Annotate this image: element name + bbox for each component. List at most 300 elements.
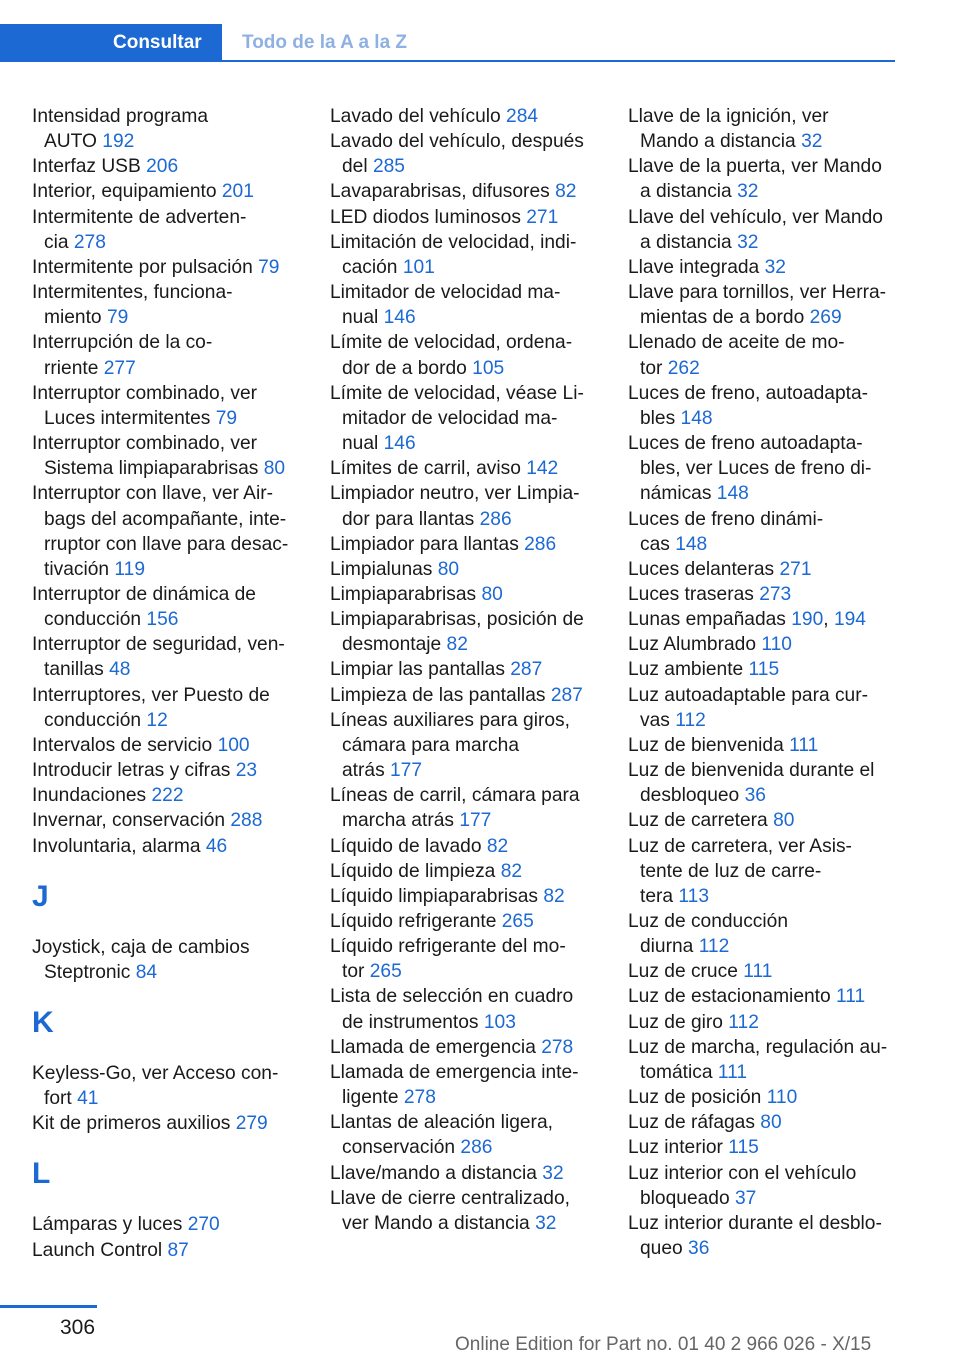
entry-text: Sistema limpiaparabrisas — [44, 458, 259, 480]
entry-text: Luz interior con el vehículo — [628, 1162, 857, 1184]
index-entry — [330, 1110, 610, 1160]
index-entry — [330, 230, 610, 280]
tab-consultar[interactable]: Consultar — [0, 24, 222, 62]
entry-text: Lunas empañadas — [628, 609, 786, 631]
entry-text: Llantas de aleación ligera, — [330, 1112, 553, 1134]
page-link[interactable]: 194 — [833, 609, 866, 631]
index-entry — [628, 1035, 908, 1085]
page-link[interactable]: 148 — [716, 483, 749, 505]
edition-note: Online Edition for Part no. 01 40 2 966 026 - X/15 — [455, 1334, 872, 1355]
entry-text: vas — [640, 709, 670, 731]
index-entry — [628, 381, 908, 431]
entry-text: Luz de ráfagas — [628, 1112, 755, 1134]
index-entry — [330, 834, 610, 859]
page-link[interactable]: 111 — [743, 961, 773, 983]
page-link[interactable]: 105 — [472, 357, 505, 379]
index-entry — [32, 330, 312, 380]
entry-text: tor — [342, 961, 365, 983]
page-link[interactable]: 287 — [510, 659, 543, 681]
index-entry — [628, 758, 908, 808]
index-entry — [628, 959, 908, 984]
page-link[interactable]: 284 — [506, 106, 539, 127]
page-number: 306 — [60, 1316, 96, 1339]
page-link[interactable]: 32 — [801, 131, 823, 153]
index-entry — [32, 935, 312, 985]
page-link[interactable]: 111 — [717, 1061, 748, 1083]
index-entry — [330, 330, 610, 380]
entry-text: Luz de bienvenida durante el — [628, 760, 875, 782]
page-link[interactable]: 84 — [135, 961, 158, 983]
entry-text: cia — [44, 231, 69, 253]
entry-text: Interruptor de seguridad, ven- — [32, 634, 285, 656]
page-link[interactable]: 177 — [390, 760, 423, 782]
entry-text: Luces intermitentes — [44, 407, 211, 429]
entry-text: Líneas auxiliares para giros, — [330, 709, 570, 731]
index-entry — [330, 104, 610, 129]
page-link[interactable]: 273 — [759, 583, 792, 605]
index-entry — [330, 657, 610, 682]
entry-text: cámara para marcha — [342, 734, 520, 756]
entry-text: Llave integrada — [628, 256, 760, 278]
page-link[interactable]: 192 — [102, 131, 135, 153]
page-link[interactable]: 115 — [748, 659, 780, 681]
index-entry — [32, 179, 312, 204]
page-link[interactable]: 32 — [764, 256, 786, 278]
entry-text: Luz Alumbrado — [628, 634, 756, 656]
entry-text: Llenado de aceite de mo- — [628, 332, 845, 354]
entry-text: Llamada de emergencia inte- — [330, 1061, 579, 1083]
entry-text: Invernar, conservación — [32, 810, 226, 832]
page-link[interactable]: 146 — [383, 433, 416, 455]
index-entry — [32, 431, 312, 481]
index-entry — [330, 532, 610, 557]
page-link[interactable]: 79 — [215, 407, 238, 429]
entry-text: atrás — [342, 760, 385, 782]
index-entry — [330, 280, 610, 330]
section-letter: K — [32, 1006, 54, 1039]
index-entry — [330, 381, 610, 456]
page-link[interactable]: 82 — [543, 885, 565, 907]
entry-text: bloqueado — [640, 1187, 730, 1209]
entry-text: Luz interior durante el desblo- — [628, 1212, 882, 1234]
index-entry — [32, 381, 312, 431]
page-link[interactable]: 148 — [675, 533, 708, 555]
entry-text: Llave de la ignición, ver — [628, 106, 829, 127]
page-link[interactable]: 286 — [524, 533, 557, 555]
index-entry: Lunas empañadas 190, 194 — [628, 609, 866, 631]
entry-text: Limpiador para llantas — [330, 533, 519, 555]
entry-text: Lavado del vehículo — [330, 106, 501, 127]
entry-text: dor de a bordo — [342, 357, 467, 379]
entry-text: ver Mando a distancia — [342, 1212, 530, 1234]
entry-text: Interior, equipamiento — [32, 181, 217, 203]
page-link[interactable]: 103 — [483, 1011, 516, 1033]
page-header — [0, 24, 895, 62]
entry-text: Limpialunas — [330, 558, 433, 580]
index-entry — [32, 808, 312, 833]
index-entry — [32, 481, 312, 582]
index-entry — [330, 1035, 610, 1060]
entry-text: bles — [640, 407, 676, 429]
entry-text: Keyless-Go, ver Acceso con- — [32, 1063, 279, 1084]
page-link[interactable]: 262 — [667, 357, 700, 379]
entry-text: Introducir letras y cifras — [32, 760, 231, 782]
page-link[interactable]: 87 — [167, 1239, 189, 1261]
entry-text: Llave/mando a distancia — [330, 1162, 537, 1184]
entry-text: Interrupción de la co- — [32, 332, 213, 354]
entry-text: Luz de carretera, ver Asis- — [628, 835, 852, 857]
entry-text: Mando a distancia — [640, 131, 796, 153]
index-entry — [330, 557, 610, 582]
index-entry — [32, 1061, 312, 1111]
entry-text: Luces de freno dinámi- — [628, 508, 824, 530]
entry-text: Llave para tornillos, ver Herra- — [628, 282, 887, 304]
page-link[interactable]: 41 — [77, 1088, 99, 1110]
page-link[interactable]: 82 — [555, 181, 577, 203]
index-entry — [628, 1161, 908, 1211]
page-link[interactable]: 271 — [526, 206, 559, 228]
entry-text: Luces de freno, autoadapta- — [628, 382, 869, 404]
entry-text: Limpiaparabrisas — [330, 583, 477, 605]
entry-text: Líquido de limpieza — [330, 860, 496, 882]
entry-text: Luz de carretera — [628, 810, 768, 832]
index-entry — [330, 783, 610, 833]
entry-text: Steptronic — [44, 961, 131, 983]
page-link[interactable]: 80 — [773, 810, 795, 832]
index-entry — [32, 1212, 312, 1237]
index-entry — [628, 984, 908, 1009]
page-link[interactable]: 287 — [550, 684, 583, 706]
entry-text: Limitación de velocidad, indi- — [330, 231, 577, 253]
page-link[interactable]: 115 — [728, 1137, 759, 1159]
page-link[interactable]: 80 — [263, 458, 286, 480]
entry-text: miento — [44, 307, 102, 329]
entry-text: mitador de velocidad ma- — [342, 407, 558, 429]
page-link[interactable]: 101 — [402, 256, 435, 278]
index-entry — [32, 104, 312, 154]
index-column-1 — [32, 104, 312, 1263]
index-entry — [628, 557, 908, 582]
entry-text: cas — [640, 533, 670, 555]
page-link[interactable]: 190 — [791, 609, 824, 631]
index-entry — [628, 507, 908, 557]
index-entry — [628, 1135, 908, 1160]
entry-text: Intermitente de adverten- — [32, 206, 247, 228]
entry-text: Lámparas y luces — [32, 1214, 183, 1236]
page-link[interactable]: 269 — [809, 307, 842, 329]
tab-todo-de-la-a-a-la-z[interactable]: Todo de la A a la Z — [242, 32, 408, 53]
index-entry — [32, 683, 312, 733]
entry-text: tomática — [640, 1061, 713, 1083]
entry-text: Luces delanteras — [628, 558, 775, 580]
entry-text: Límite de velocidad, véase Li- — [330, 382, 584, 404]
entry-text: nual — [342, 307, 379, 329]
index-entry — [32, 255, 312, 280]
index-entry — [330, 859, 610, 884]
index-entry — [32, 205, 312, 255]
entry-text: Llave del vehículo, ver Mando — [628, 206, 883, 228]
entry-text: Luz de posición — [628, 1087, 762, 1109]
page-link[interactable]: 156 — [146, 609, 179, 631]
index-entry — [330, 683, 610, 708]
index-entry — [628, 1010, 908, 1035]
index-entry — [330, 1186, 610, 1236]
index-entry — [628, 808, 908, 833]
entry-text: Líquido limpiaparabrisas — [330, 885, 538, 907]
page-link[interactable]: 278 — [73, 231, 106, 253]
entry-text: Llave de la puerta, ver Mando — [628, 156, 882, 178]
entry-text: Límites de carril, aviso — [330, 458, 521, 480]
index-entry — [628, 205, 908, 255]
entry-text: Joystick, caja de cambios — [32, 936, 250, 958]
entry-text: tor — [640, 357, 663, 379]
entry-text: conservación — [342, 1137, 456, 1159]
page-link[interactable]: 110 — [766, 1087, 798, 1109]
entry-text: Interruptores, ver Puesto de — [32, 684, 270, 706]
entry-text: nual — [342, 433, 379, 455]
entry-text: Luz de bienvenida — [628, 734, 784, 756]
index-entry — [628, 104, 908, 154]
entry-text: Intensidad programa — [32, 106, 208, 127]
index-column-3 — [628, 104, 908, 1261]
index-entry — [32, 733, 312, 758]
entry-text: Lista de selección en cuadro — [330, 986, 574, 1008]
entry-text: Lavaparabrisas, difusores — [330, 181, 550, 203]
page-link[interactable]: 201 — [221, 181, 254, 203]
entry-text: tera — [640, 885, 674, 907]
page-link[interactable]: 288 — [230, 810, 263, 832]
entry-text: bles, ver Luces de freno di- — [640, 458, 872, 480]
index-entry — [628, 154, 908, 204]
entry-text: de instrumentos — [342, 1011, 479, 1033]
entry-text: Interruptor con llave, ver Air- — [32, 483, 274, 505]
entry-text: Involuntaria, alarma — [32, 835, 201, 857]
entry-text: Launch Control — [32, 1239, 163, 1261]
entry-text: Líquido refrigerante del mo- — [330, 936, 566, 958]
page-link[interactable]: 142 — [526, 458, 559, 480]
page-link[interactable]: 23 — [235, 760, 258, 782]
entry-text: rriente — [44, 357, 99, 379]
section-letter: L — [32, 1157, 51, 1191]
entry-text: Lavado del vehículo, después — [330, 131, 584, 153]
page-link[interactable]: 79 — [258, 256, 280, 278]
entry-text: Interruptor de dinámica de — [32, 583, 256, 605]
entry-text: Luz autoadaptable para cur- — [628, 684, 869, 706]
entry-text: Limpiador neutro, ver Limpia- — [330, 483, 580, 505]
page-link[interactable]: 285 — [372, 156, 405, 178]
entry-text: marcha atrás — [342, 810, 454, 832]
page-link[interactable]: 286 — [460, 1137, 493, 1159]
index-entry — [628, 1211, 908, 1261]
page-link[interactable]: 79 — [106, 307, 129, 329]
page-link[interactable]: 111 — [789, 734, 819, 756]
page-link[interactable]: 80 — [437, 558, 460, 580]
entry-text: ligente — [342, 1087, 399, 1109]
page-link[interactable]: 146 — [383, 307, 416, 329]
index-entry — [628, 431, 908, 506]
entry-text: Luces de freno autoadapta- — [628, 433, 863, 455]
entry-text: desmontaje — [342, 634, 442, 656]
index-entry — [628, 1085, 908, 1110]
page-link[interactable]: 110 — [761, 634, 792, 656]
page-link[interactable]: 80 — [760, 1112, 782, 1134]
entry-text: tente de luz de carre- — [640, 860, 822, 882]
page-link[interactable]: 119 — [114, 558, 145, 580]
page-link[interactable]: 36 — [744, 785, 766, 807]
page-link[interactable]: 82 — [500, 860, 523, 882]
index-entry — [32, 758, 312, 783]
page-link[interactable]: 279 — [235, 1113, 268, 1135]
page-link[interactable]: 46 — [205, 835, 228, 857]
entry-text: Luz interior — [628, 1137, 723, 1159]
index-entry — [628, 909, 908, 959]
index-entry — [32, 632, 312, 682]
page-link[interactable]: 148 — [680, 407, 713, 429]
index-entry — [32, 1111, 312, 1136]
page-link[interactable]: 271 — [779, 558, 812, 580]
page-link[interactable]: 32 — [542, 1162, 564, 1184]
index-entry — [628, 657, 908, 682]
index-entry — [628, 1110, 908, 1135]
page-link[interactable]: 113 — [678, 885, 710, 907]
index-entry — [330, 1060, 610, 1110]
entry-text: Luz de estacionamiento — [628, 986, 831, 1008]
index-entry — [330, 205, 610, 230]
index-entry — [32, 154, 312, 179]
entry-text: conducción — [44, 609, 142, 631]
entry-text: queo — [640, 1238, 683, 1260]
index-entry — [628, 330, 908, 380]
index-entry — [330, 179, 610, 204]
page-link[interactable]: 32 — [535, 1212, 557, 1234]
index-entry — [628, 582, 908, 607]
page-link[interactable]: 206 — [146, 156, 179, 178]
entry-text: del — [342, 156, 368, 178]
index-entry — [32, 582, 312, 632]
page-link[interactable]: 270 — [187, 1214, 220, 1236]
page-link[interactable]: 278 — [541, 1036, 574, 1058]
entry-text: desbloqueo — [640, 785, 740, 807]
page-link[interactable]: 32 — [737, 231, 759, 253]
page-link[interactable]: 82 — [486, 835, 509, 857]
entry-text: Intervalos de servicio — [32, 734, 213, 756]
page-link[interactable]: 80 — [481, 583, 503, 605]
page-link[interactable]: 277 — [103, 357, 136, 379]
entry-text: Limpiaparabrisas, posición de — [330, 609, 584, 631]
entry-text: tanillas — [44, 659, 104, 681]
entry-text: Llamada de emergencia — [330, 1036, 536, 1058]
index-entry — [32, 834, 312, 859]
entry-text: tivación — [44, 558, 110, 580]
page-link[interactable]: 111 — [836, 986, 866, 1008]
entry-text: Intermitentes, funciona- — [32, 282, 233, 304]
entry-text: Líquido de lavado — [330, 835, 482, 857]
entry-text: Llave de cierre centralizado, — [330, 1187, 570, 1209]
index-column-2 — [330, 104, 610, 1236]
entry-text: conducción — [44, 709, 142, 731]
entry-text: Líneas de carril, cámara para — [330, 785, 580, 807]
index-entry — [330, 909, 610, 934]
page-link[interactable]: 112 — [728, 1011, 759, 1033]
page-link[interactable]: 32 — [737, 181, 759, 203]
page-link[interactable]: 222 — [151, 785, 184, 807]
entry-text: Luz de cruce — [628, 961, 738, 983]
page-link[interactable]: 265 — [369, 961, 402, 983]
entry-text: Limpiar las pantallas — [330, 659, 505, 681]
entry-text: Luz de marcha, regulación au- — [628, 1036, 888, 1058]
index-entry — [330, 582, 610, 607]
entry-text: bags del acompañante, inte- — [44, 508, 287, 530]
index-entry — [330, 708, 610, 783]
entry-text: Líquido refrigerante — [330, 911, 497, 932]
entry-text: Interruptor combinado, ver — [32, 433, 258, 455]
entry-text: LED diodos luminosos — [330, 206, 521, 228]
entry-text: dor para llantas — [342, 508, 475, 530]
page-link[interactable]: 37 — [734, 1187, 757, 1209]
entry-text: námicas — [640, 483, 712, 505]
entry-text: a distancia — [640, 181, 732, 203]
entry-text: a distancia — [640, 231, 732, 253]
entry-text: Luces traseras — [628, 583, 754, 605]
entry-text: Intermitente por pulsación — [32, 256, 253, 278]
page-link[interactable]: 36 — [688, 1238, 710, 1260]
index-entry — [330, 934, 610, 984]
entry-text: Kit de primeros auxilios — [32, 1113, 231, 1135]
index-entry — [628, 255, 908, 280]
entry-text: diurna — [640, 936, 694, 958]
entry-text: Luz de conducción — [628, 911, 789, 932]
index-entry — [330, 884, 610, 909]
entry-text: Límite de velocidad, ordena- — [330, 332, 573, 354]
page-link[interactable]: 278 — [403, 1087, 436, 1109]
index-entry — [330, 984, 610, 1034]
entry-text: AUTO — [44, 131, 97, 153]
entry-text: Limitador de velocidad ma- — [330, 282, 561, 304]
index-entry — [32, 280, 312, 330]
index-entry — [628, 280, 908, 330]
entry-text: Luz ambiente — [628, 659, 744, 681]
entry-text: fort — [44, 1088, 72, 1110]
index-entry — [628, 733, 908, 758]
page-link[interactable]: 100 — [217, 734, 250, 756]
entry-text: Interruptor combinado, ver — [32, 382, 258, 404]
entry-text: mientas de a bordo — [640, 307, 805, 329]
page-link[interactable]: 286 — [479, 508, 512, 530]
index-entry — [330, 129, 610, 179]
index-entry — [32, 1238, 312, 1263]
page-link[interactable]: 12 — [146, 709, 168, 731]
entry-text: Inundaciones — [32, 785, 147, 807]
index-entry — [628, 834, 908, 909]
entry-text: Interfaz USB — [32, 156, 141, 178]
page-link[interactable]: 177 — [459, 810, 492, 832]
page-link[interactable]: 48 — [109, 659, 131, 681]
index-entry — [330, 1161, 610, 1186]
section-letter: J — [32, 879, 49, 913]
index-entry — [330, 456, 610, 481]
page-link[interactable]: 112 — [698, 936, 730, 958]
entry-text: Limpieza de las pantallas — [330, 684, 546, 706]
footer-rule — [0, 1305, 97, 1308]
page-link[interactable]: 82 — [446, 634, 468, 656]
entry-text: rruptor con llave para desac- — [44, 533, 289, 555]
page-link[interactable]: 265 — [501, 911, 534, 932]
page-link[interactable]: 112 — [675, 709, 706, 731]
entry-text: Luz de giro — [628, 1011, 723, 1033]
entry-text: cación — [342, 256, 398, 278]
index-entry — [330, 607, 610, 657]
index-entry — [32, 783, 312, 808]
